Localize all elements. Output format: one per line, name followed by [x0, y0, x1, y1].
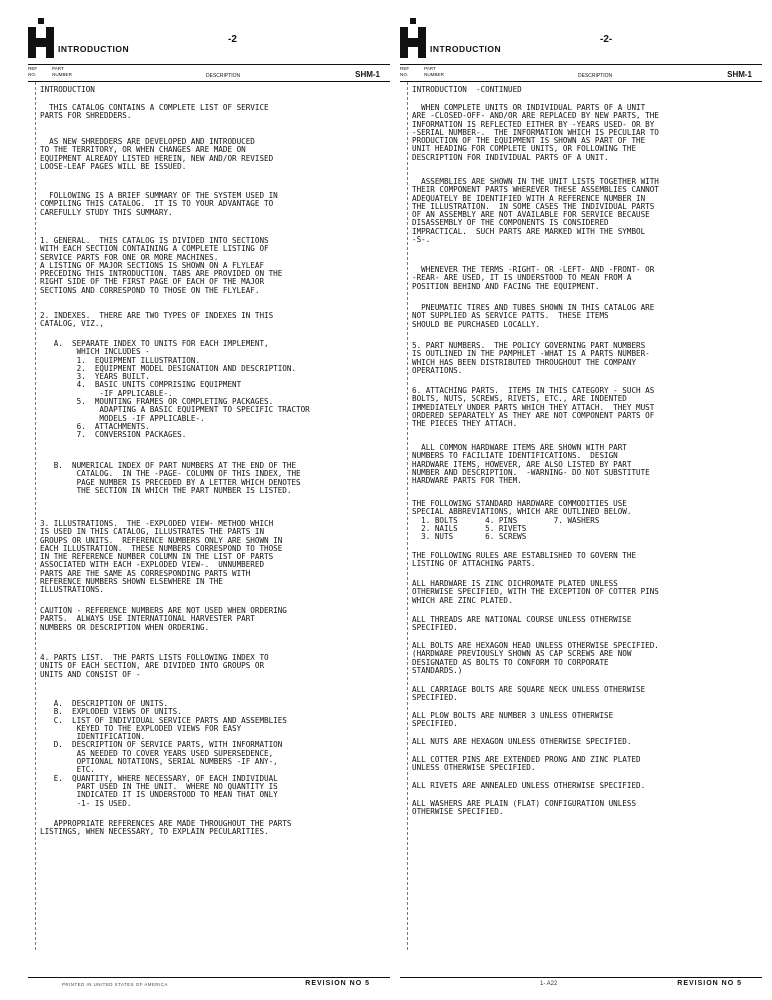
paragraph: 6. ATTACHING PARTS. ITEMS IN THIS CATEGORY - SUCH AS BOLTS, NUTS, SCREWS, RIVETS, ETC., ARE INDENTED IMMEDIATELY UNDER PARTS WHICH THEY ATTACH. THEY MUST ORDERED SEPARATELY AS THEY ARE NOT COMPONENT PARTS OF THE PIECES THEY ATTACH.: [412, 386, 655, 429]
page-title: INTRODUCTION: [430, 44, 502, 54]
section-heading: INTRODUCTION: [40, 85, 95, 94]
description-label: DESCRIPTION: [206, 73, 241, 79]
rule-item: ALL PLOW BOLTS ARE NUMBER 3 UNLESS OTHERWISE SPECIFIED.: [412, 711, 614, 729]
paragraph: THIS CATALOG CONTAINS A COMPLETE LIST OF SERVICE PARTS FOR SHREDDERS.: [40, 103, 269, 121]
right-page: [400, 18, 762, 993]
revision-number: REVISION NO 5: [305, 980, 370, 987]
rule-item: ALL THREADS ARE NATIONAL COURSE UNLESS OTHERWISE SPECIFIED.: [412, 615, 632, 633]
rule-item: ALL RIVETS ARE ANNEALED UNLESS OTHERWISE SPECIFIED.: [412, 781, 646, 790]
paragraph: FOLLOWING IS A BRIEF SUMMARY OF THE SYSTEM USED IN COMPILING THIS CATALOG. IT IS TO YOUR ADVANTAGE TO CAREFULLY STUDY THIS SUMMARY.: [40, 191, 278, 217]
page-number: -2-: [600, 34, 613, 45]
paragraph: THE FOLLOWING RULES ARE ESTABLISHED TO GOVERN THE LISTING OF ATTACHING PARTS.: [412, 551, 637, 569]
footer-code: 1- A22: [540, 981, 558, 987]
rule-item: ALL COTTER PINS ARE EXTENDED PRONG AND ZINC PLATED UNLESS OTHERWISE SPECIFIED.: [412, 755, 641, 773]
left-page: [28, 18, 390, 993]
list-block: B. NUMERICAL INDEX OF PART NUMBERS AT THE END OF THE CATALOG. IN THE -PAGE- COLUMN OF THIS INDEX, THE PAGE NUMBER IS PRECEDED BY A LETTER WHICH DENOTES THE SECTION IN WHICH THE PART NUMBER IS LISTED.: [53, 461, 301, 495]
revision-number: REVISION NO 5: [677, 980, 742, 987]
page-header: [28, 18, 390, 64]
catalog-code: SHM-1: [355, 70, 380, 79]
footer-imprint: PRINTED IN UNITED STATES OF AMERICA: [62, 982, 168, 987]
page-footer: [28, 977, 390, 993]
rule-item: ALL HARDWARE IS ZINC DICHROMATE PLATED UNLESS OTHERWISE SPECIFIED, WITH THE EXCEPTION OF COTTER PINS WHICH ARE ZINC PLATED.: [412, 579, 659, 605]
paragraph: WHEN COMPLETE UNITS OR INDIVIDUAL PARTS OF A UNIT ARE -CLOSED-OFF- AND/OR ARE REPLACED BY NEW PARTS, THE INFORMATION IS REFLECTED EITHER BY -YEARS USED- OR BY -SERIAL NUMBER-. THE INFORMATION WHICH IS PECULIAR TO PRODUCTION OF THE EQUIPMENT IS SHOWN AS PART OF THE UNIT HEADING FOR COMPLETE UNITS, OR FOLLOWING THE DESCRIPTION FOR INDIVIDUAL PARTS OF A UNIT.: [412, 103, 659, 162]
part-number-label: PART NUMBER: [424, 66, 444, 77]
paragraph: ALL COMMON HARDWARE ITEMS ARE SHOWN WITH PART NUMBERS TO FACILIATE IDENTIFICATIONS. DESIGN HARDWARE ITEMS, HOWEVER, ARE ALSO LISTED BY PART NUMBER AND DESCRIPTION. -WARNING- DO NOT SUBSTITUTE HARDWARE PARTS FOR THEM.: [412, 443, 650, 486]
ref-no-label: REF NO.: [28, 66, 38, 77]
paragraph: 2. INDEXES. THERE ARE TWO TYPES OF INDEXES IN THIS CATALOG, VIZ.,: [40, 311, 274, 329]
page-footer: [400, 977, 762, 993]
list-block: A. SEPARATE INDEX TO UNITS FOR EACH IMPLEMENT, WHICH INCLUDES - 1. EQUIPMENT ILLUSTRATION. 2. EQUIPMENT MODEL DESIGNATION AND DESCRIPTION. 3. YEARS BUILT. 4. BASIC UNITS COMPRISING EQUIPMENT -IF APPLICABLE-. 5. MOUNTING FRAMES OR COMPLETING PACKAGES. ADAPTING A BASIC EQUIPMENT TO SPECIFIC TRACTOR MODELS -IF APPLICABLE-. 6. ATTACHMENTS. 7. CONVERSION PACKAGES.: [53, 339, 310, 440]
page-body: [35, 82, 390, 950]
paragraph: APPROPRIATE REFERENCES ARE MADE THROUGHOUT THE PARTS LISTINGS, WHEN NECESSARY, TO EXPLAIN PECULARITIES.: [40, 819, 292, 837]
description-label: DESCRIPTION: [578, 73, 613, 79]
paragraph: WHENEVER THE TERMS -RIGHT- OR -LEFT- AND -FRONT- OR -REAR- ARE USED, IT IS UNDERSTOOD TO MEAN FROM A POSITION BEHIND AND FACING THE EQUIPMENT.: [412, 265, 655, 291]
paragraph: PNEUMATIC TIRES AND TUBES SHOWN IN THIS CATALOG ARE NOT SUPPLIED AS SERVICE PATTS. THESE ITEMS SHOULD BE PURCHASED LOCALLY.: [412, 303, 655, 329]
paragraph: 5. PART NUMBERS. THE POLICY GOVERNING PART NUMBERS IS OUTLINED IN THE PAMPHLET -WHAT IS A PARTS NUMBER- WHICH HAS BEEN DISTRIBUTED THROUGHOUT THE COMPANY OPERATIONS.: [412, 341, 650, 375]
rule-item: ALL BOLTS ARE HEXAGON HEAD UNLESS OTHERWISE SPECIFIED. (HARDWARE PREVIOUSLY SHOWN AS CAP SCREWS ARE NOW DESIGNATED AS BOLTS TO CONFORM TO CORPORATE STANDARDS.): [412, 641, 659, 675]
page-title: INTRODUCTION: [58, 44, 130, 54]
paragraph: AS NEW SHREDDERS ARE DEVELOPED AND INTRODUCED TO THE TERRITORY, OR WHEN CHANGES ARE MADE ON EQUIPMENT ALREADY LISTED HEREIN, NEW AND/OR REVISED LOOSE-LEAF PAGES WILL BE ISSUED.: [40, 137, 274, 171]
hardware-list: THE FOLLOWING STANDARD HARDWARE COMMODITIES USE SPECIAL ABBREVIATIONS, WHICH ARE OUTLINED BELOW. 1. BOLTS 4. PINS 7. WASHERS 2. NAILS 5. RIVETS 3. NUTS 6. SCREWS: [412, 499, 632, 542]
ref-no-label: REF. NO.: [400, 66, 410, 77]
column-header: [400, 64, 762, 82]
rule-item: ALL NUTS ARE HEXAGON UNLESS OTHERWISE SPECIFIED.: [412, 737, 632, 746]
caution-note: CAUTION - REFERENCE NUMBERS ARE NOT USED WHEN ORDERING PARTS. ALWAYS USE INTERNATIONAL HARVESTER PART NUMBERS OR DESCRIPTION WHEN ORDERING.: [40, 606, 287, 632]
rule-item: ALL CARRIAGE BOLTS ARE SQUARE NECK UNLESS OTHERWISE SPECIFIED.: [412, 685, 646, 703]
catalog-code: SHM-1: [727, 70, 752, 79]
page-number: -2: [228, 34, 237, 45]
ih-logo-icon: [28, 18, 54, 58]
paragraph: 3. ILLUSTRATIONS. THE -EXPLODED VIEW- METHOD WHICH IS USED IN THIS CATALOG, ILLUSTRATES THE PARTS IN GROUPS OR UNITS. REFERENCE NUMBERS ONLY ARE SHOWN IN EACH ILLUSTRATION. THESE NUMBERS CORRESPOND TO THOSE IN THE REFERENCE NUMBER COLUMN IN THE LIST OF PARTS ASSOCIATED WITH EACH -EXPLODED VIEW-. UNNUMBERED PARTS ARE THE SAME AS CORRESPONDING PARTS WITH REFERENCE NUMBERS SHOWN ELSEWHERE IN THE ILLUSTRATIONS.: [40, 519, 283, 595]
page-header: [400, 18, 762, 64]
page-body: [407, 82, 762, 950]
part-number-label: PART NUMBER: [52, 66, 72, 77]
paragraph: ASSEMBLIES ARE SHOWN IN THE UNIT LISTS TOGETHER WITH THEIR COMPONENT PARTS WHEREVER THESE ASSEMBLIES CANNOT ADEQUATELY BE IDENTIFIED WITH A REFERENCE NUMBER IN THE ILLUSTRATION. IN SOME CASES THE INDIVIDUAL PARTS OF AN ASSEMBLY ARE NOT AVAILABLE FOR SERVICE BECAUSE DISASSEMBLY OF THE COMPONENTS IS CONSIDERED IMPRACTICAL. SUCH PARTS ARE MARKED WITH THE SYMBOL -S-.: [412, 177, 659, 245]
ih-logo-icon: [400, 18, 426, 58]
list-block: A. DESCRIPTION OF UNITS. B. EXPLODED VIEWS OF UNITS. C. LIST OF INDIVIDUAL SERVICE PARTS AND ASSEMBLIES KEYED TO THE EXPLODED VIEWS FOR EASY IDENTIFICATION. D. DESCRIPTION OF SERVICE PARTS, WITH INFORMATION AS NEEDED TO COVER YEARS USED SUPERSEDENCE, OPTIONAL NOTATIONS, SERIAL NUMBERS -IF ANY-, ETC. E. QUANTITY, WHERE NECESSARY, OF EACH INDIVIDUAL PART USED IN THE UNIT. WHERE NO QUANTITY IS INDICATED IT IS UNDERSTOOD TO MEAN THAT ONLY -1- IS USED.: [53, 699, 287, 808]
column-header: [28, 64, 390, 82]
paragraph: 4. PARTS LIST. THE PARTS LISTS FOLLOWING INDEX TO UNITS OF EACH SECTION, ARE DIVIDED INTO GROUPS OR UNITS AND CONSIST OF -: [40, 653, 269, 679]
rule-item: ALL WASHERS ARE PLAIN (FLAT) CONFIGURATION UNLESS OTHERWISE SPECIFIED.: [412, 799, 637, 817]
paragraph: 1. GENERAL. THIS CATALOG IS DIVIDED INTO SECTIONS WITH EACH SECTION CONTAINING A COMPLETE LISTING OF SERVICE PARTS FOR ONE OR MORE MACHINES. A LISTING OF MAJOR SECTIONS IS SHOWN ON A FLYLEAF PRECEDING THIS INTRODUCTION. TABS ARE PROVIDED ON THE RIGHT SIDE OF THE FIRST PAGE OF EACH OF THE MAJOR SECTIONS AND CORRESPOND TO THOSE ON THE FLYLEAF.: [40, 236, 283, 295]
section-heading: INTRODUCTION -CONTINUED: [412, 85, 522, 94]
